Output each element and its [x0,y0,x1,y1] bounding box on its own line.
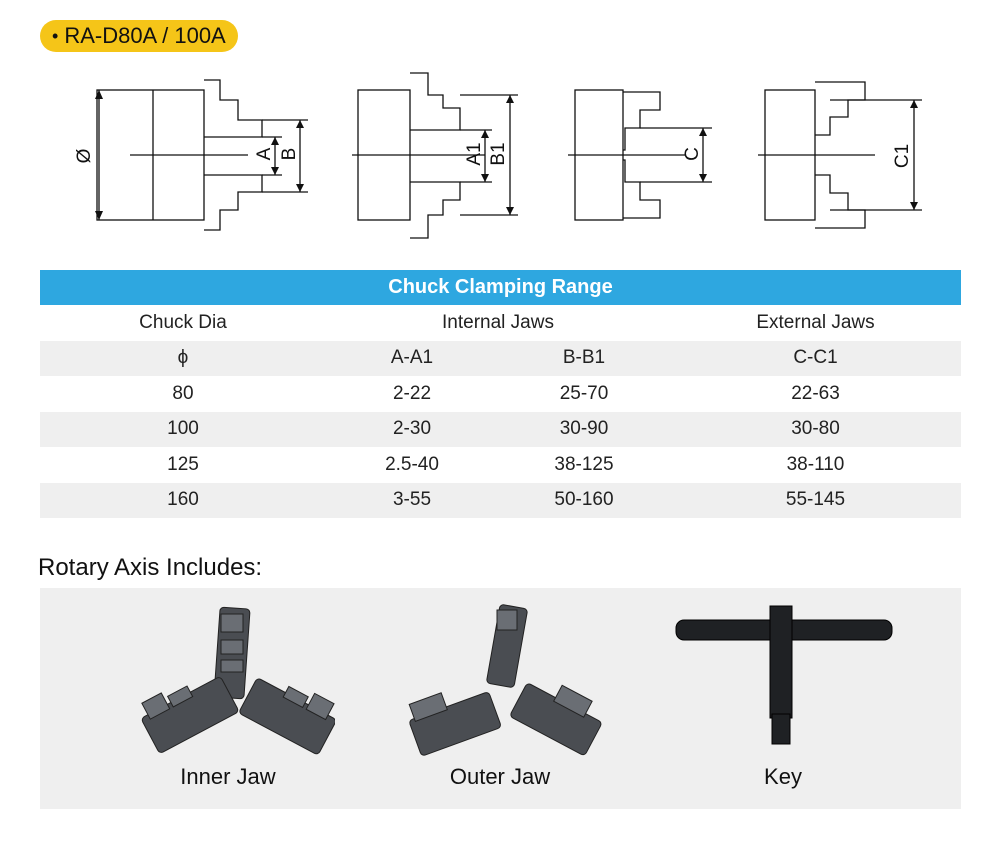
header-external-jaws: External Jaws [756,311,875,333]
label-phi: Ø [74,148,95,164]
subheader-phi: ϕ [177,347,189,369]
label-a: A [254,147,275,161]
inner-jaw-label: Inner Jaw [180,764,276,789]
cell-a-a1: 2.5-40 [385,453,439,475]
subheader-b-b1: B-B1 [562,347,606,369]
subheader-a-a1: A-A1 [390,347,434,369]
header-chuck-dia: Chuck Dia [139,311,227,333]
cell-c-c1: 22-63 [791,382,840,404]
includes-title: Rotary Axis Includes: [38,554,263,581]
label-c1: C1 [892,143,913,169]
cell-c-c1: 38-110 [786,453,845,475]
cell-a-a1: 3-55 [392,489,432,511]
table-row [40,447,961,483]
cell-dia: 100 [167,418,199,440]
chuck-key-icon [670,602,900,752]
cell-a-a1: 2-30 [392,418,432,440]
label-c: C [682,147,703,161]
cell-dia: 125 [167,453,199,475]
cell-a-a1: 2-22 [392,382,432,404]
key-label: Key [764,764,802,789]
model-badge [40,20,238,52]
table-row [40,412,961,448]
label-a1: A1 [464,142,485,166]
outer-jaw-label: Outer Jaw [449,764,551,789]
table-row [40,483,961,519]
chuck-dimension-diagrams [0,60,1000,250]
bullet-icon: • [52,25,59,46]
includes-panel [40,588,961,809]
cell-dia: 80 [172,382,194,404]
clamping-range-table [40,270,961,518]
label-b: B [279,147,300,161]
cell-dia: 160 [167,489,199,511]
header-internal-jaws: Internal Jaws [442,311,554,333]
table-subheader-row [40,341,961,377]
label-b1: B1 [488,142,509,166]
cell-b-b1: 38-125 [554,453,614,475]
model-label: RA-D80A / 100A [64,23,226,48]
cell-c-c1: 30-80 [791,418,840,440]
cell-c-c1: 55-145 [785,489,846,511]
table-title: Chuck Clamping Range [40,270,961,305]
table-row [40,376,961,412]
subheader-c-c1: C-C1 [793,347,838,369]
cell-b-b1: 50-160 [554,489,614,511]
cell-b-b1: 25-70 [559,382,609,404]
cell-b-b1: 30-90 [559,418,609,440]
inner-jaw-icon [135,600,335,760]
diagram-internal-a-b [97,80,308,230]
outer-jaw-icon [405,600,605,760]
table-header-row [40,305,961,341]
